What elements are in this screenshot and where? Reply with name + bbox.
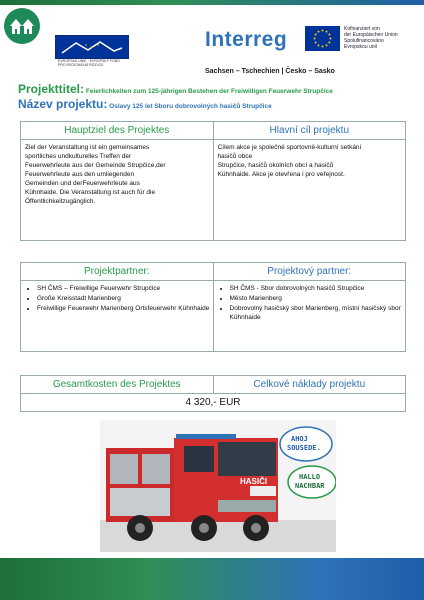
fire-truck-image [100, 420, 336, 552]
partners-list-de [21, 281, 214, 352]
goal-text-de: Ziel der Veranstaltung ist ein gemeinsames sportliches undkulturelles Treffen der Feuerwehrleute aus der Gemeinde Strupčice,der Feuerwehrleute aus den umliegenden Gemeinden und derFeuerwehrleute aus Kühnhaide. Die Veranstaltung ist auch für die Öffentlichkeitzugänglich. [21, 140, 214, 241]
project-title-de: Projekttitel: Feierlichkeiten zum 125-jährigen Bestehen der Freiwilligen Feuerwehr Strupčice [18, 82, 333, 96]
list-item: • Große Kreisstadt Marienberg [37, 294, 213, 303]
eu-stars-icon [305, 26, 340, 51]
eu-cofinanced-text: Kofinanziert von der Europäischen Union Spolufinancováno Evropskou unií [344, 26, 398, 50]
list-item: • Město Marienberg [230, 294, 405, 303]
partners-table [20, 262, 406, 352]
mountain-stars-icon [56, 36, 128, 58]
organization-logo [4, 8, 40, 44]
list-item: • Freiwillige Feuerwehr Marienberg Ortsfeuerwehr Kühnhaide [37, 304, 213, 313]
partners-header-de: Projektpartner: [21, 263, 214, 281]
goal-text-cz: Cílem akce je společné sportovně-kulturní setkání hasičů obce Strupčice, hasičů okolních obcí a hasičů Kühnhaide. Akce je otevřena i pro veřejnost. [213, 140, 405, 241]
cost-table [20, 375, 406, 412]
bottom-gradient-bar [0, 558, 424, 600]
cost-header-de: Gesamtkosten des Projektes [21, 376, 214, 394]
cost-value: 4 320,- EUR [21, 394, 406, 412]
top-gradient-bar [0, 0, 424, 5]
list-item: • SH ČMS - Sbor dobrovolných hasičů Strupčice [230, 284, 405, 293]
svg-text:HALLO: HALLO [299, 473, 321, 481]
svg-text:SOUSEDE.: SOUSEDE. [287, 444, 321, 452]
eu-small-caption: EVROPSKÁ UNIE · EVROPSKÝ FOND PRO REGIONÁLNÍ ROZVOJ [58, 59, 120, 67]
svg-text:NACHBAR: NACHBAR [295, 482, 325, 490]
eu-flag [305, 26, 340, 51]
goal-table [20, 121, 406, 241]
partners-list-cz [213, 281, 405, 352]
truck-label: HASIČI [240, 477, 268, 486]
svg-text:AHOJ: AHOJ [291, 435, 308, 443]
house-tree-logo-icon [8, 14, 36, 38]
list-item: • SH ČMS – Freiwillige Feuerwehr Strupčice [37, 284, 213, 293]
partners-header-cz: Projektový partner: [213, 263, 405, 281]
goal-header-de: Hauptziel des Projektes [21, 122, 214, 140]
eu-regional-fund-logo [55, 35, 129, 59]
region-line: Sachsen – Tschechien | Česko – Sasko [205, 68, 335, 75]
cost-header-cz: Celkové náklady projektu [213, 376, 405, 394]
interreg-logo: Interreg [205, 28, 288, 51]
goal-header-cz: Hlavní cíl projektu [213, 122, 405, 140]
project-title-cz: Název projektu: Oslavy 125 let Sboru dobrovolných hasičů Strupčice [18, 97, 272, 111]
fire-truck-icon [100, 420, 336, 552]
list-item: • Dobrovolný hasičský sbor Marienberg, místní hasičský sbor Kühnhaide [230, 304, 405, 322]
